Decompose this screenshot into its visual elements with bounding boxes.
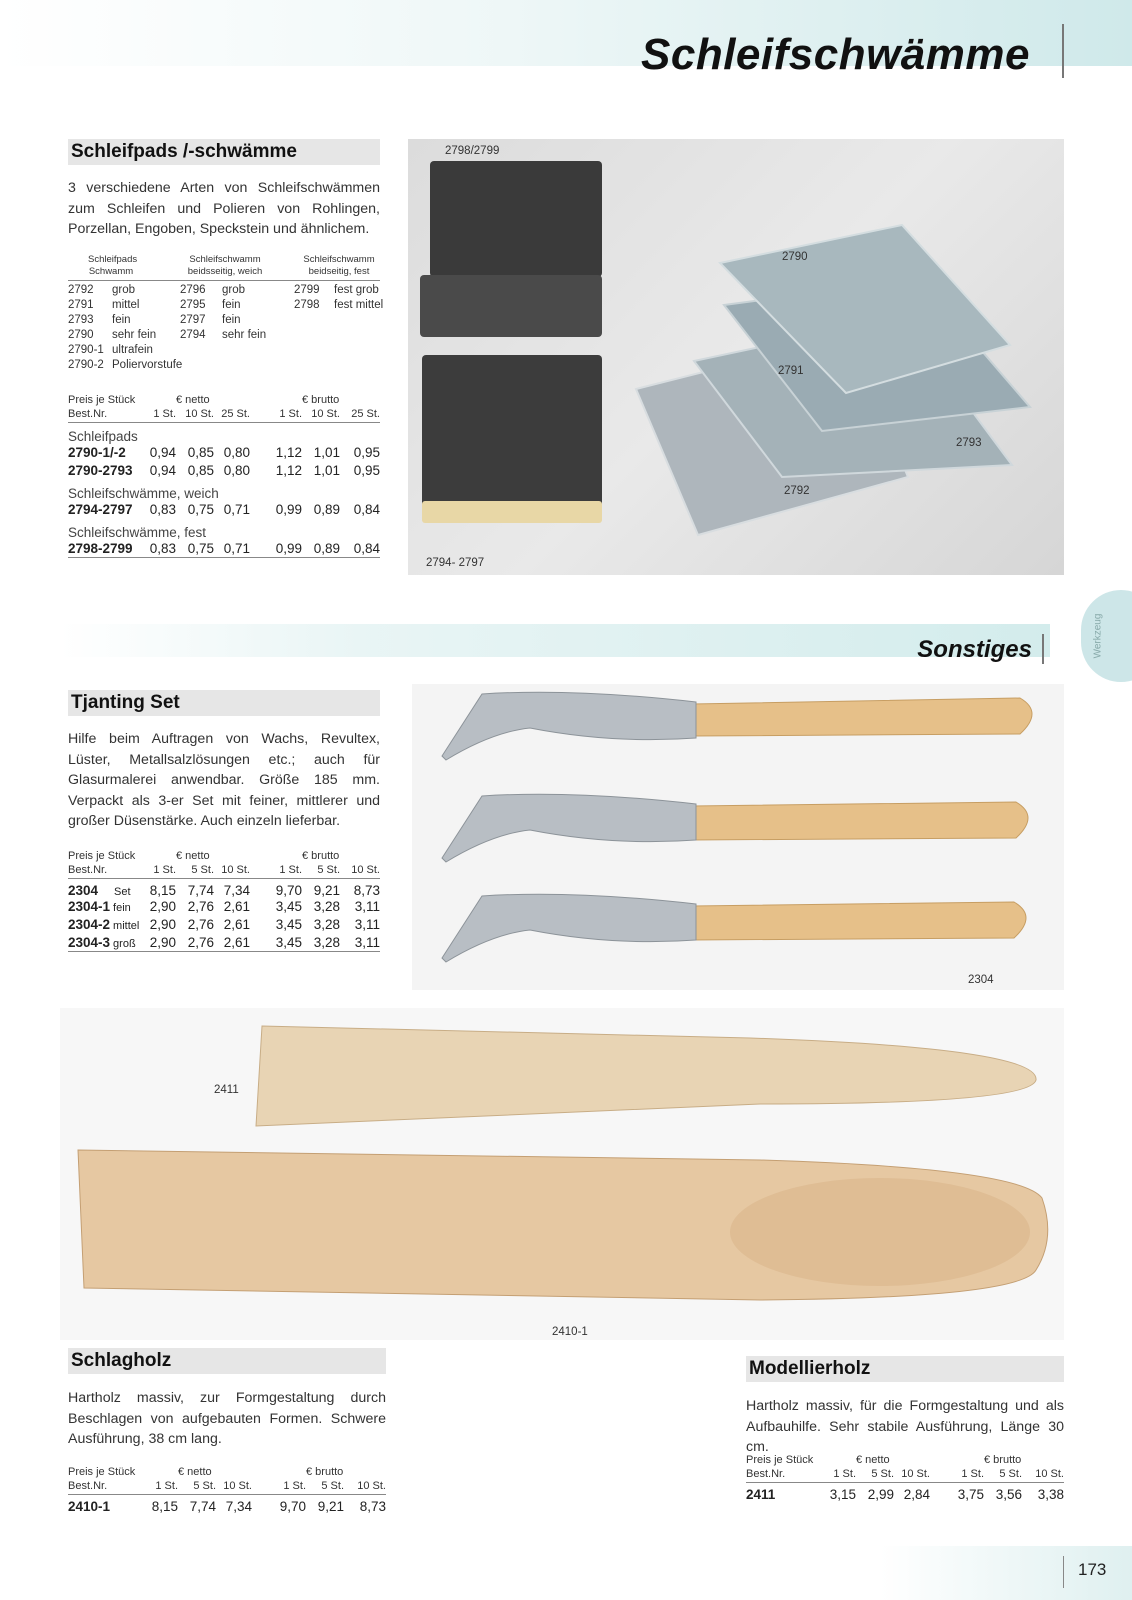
price-cell: 0,85 (187, 445, 214, 460)
schlagholz-price-table (68, 1464, 386, 1514)
bestnr-label: Best.Nr. (746, 1467, 826, 1482)
type-head-2a: Schleifschwamm (189, 254, 261, 265)
tjanting-price-body (68, 878, 380, 952)
type-cell: fein (112, 314, 131, 326)
price-cell: 1,01 (313, 445, 340, 460)
qty-col: 5 St. (984, 1467, 1022, 1482)
modellierholz-shape (256, 1026, 1036, 1126)
type-cell: 2798 (294, 299, 320, 311)
type-cell: sehr fein (222, 329, 267, 341)
type-cell: ultrafein (112, 344, 153, 356)
price-cell: 3,28 (302, 934, 340, 952)
table-row (68, 462, 380, 480)
type-cell: 2794 (180, 329, 206, 341)
qty-col: 10 St. (1022, 1467, 1064, 1482)
price-cell: 0,80 (223, 463, 250, 478)
photo-label: 2790 (782, 251, 808, 263)
subsection-divider (1042, 634, 1044, 664)
qty-col: 1 St. (252, 1479, 306, 1494)
page-number: 173 (1078, 1560, 1107, 1579)
price-cell: 0,95 (353, 463, 380, 478)
type-cell: 2797 (180, 314, 206, 326)
schlagholz-description: Hartholz massiv, zur Formgestaltung durch Beschlagen von aufgebauten Formen. Schwere Ausführung, 38 cm lang. (68, 1390, 386, 1447)
price-cell: 3,28 (313, 917, 340, 932)
price-cell: 0,71 (214, 540, 250, 558)
price-cell: 3,11 (354, 917, 380, 932)
qty-col: 10 St. (302, 407, 340, 422)
qty-col: 1 St. (250, 407, 302, 422)
page-title: Schleifschwämme (641, 30, 1030, 79)
type-cell: fest mittel (334, 299, 384, 311)
price-cell: 1,12 (275, 445, 302, 460)
modellierholz-description: Hartholz massiv, für die Formgestaltung und als Aufbauhilfe. Sehr stabile Ausführung, Länge 30 cm. (746, 1398, 1064, 1455)
table-row (68, 916, 380, 934)
photo-label: 2792 (784, 485, 810, 497)
schlagholz-heading: Schlagholz (68, 1348, 386, 1374)
subsection-band (60, 624, 1050, 657)
price-cell: 7,74 (187, 882, 214, 898)
side-tab-label: Werkzeug (1092, 613, 1104, 659)
price-cell: 2,90 (146, 934, 176, 952)
price-cell: 3,11 (340, 934, 380, 952)
sponge-foam (422, 501, 602, 523)
pads-price-body (68, 422, 380, 558)
qty-col: 1 St. (146, 863, 176, 878)
table-row (68, 540, 380, 558)
type-cell: 2796 (180, 284, 206, 296)
tjanting-tool-3 (442, 894, 1026, 962)
type-cell: grob (112, 284, 136, 296)
price-cell: 2,61 (223, 917, 250, 932)
price-cell: 2,90 (149, 917, 176, 932)
price-cell: 3,56 (995, 1486, 1022, 1502)
bestnr-label: Best.Nr. (68, 863, 146, 878)
qty-col: 1 St. (930, 1467, 984, 1482)
qty-col: 10 St. (344, 1479, 386, 1494)
wood-tools-illustration (60, 1008, 1064, 1340)
type-cell: 2791 (68, 299, 94, 311)
variant-label: groß (113, 937, 136, 950)
product-number: 2798-2799 (68, 540, 146, 558)
product-number: 2304-1 (68, 899, 111, 914)
price-cell: 0,89 (302, 540, 340, 558)
price-cell: 0,99 (275, 502, 302, 517)
price-cell: 0,84 (353, 502, 380, 517)
price-cell: 1,12 (275, 463, 302, 478)
price-cell: 3,45 (275, 917, 302, 932)
type-cell: 2795 (180, 299, 206, 311)
netto-label: € netto (176, 393, 210, 406)
price-cell: 0,89 (313, 502, 340, 517)
type-cell: 2793 (68, 314, 94, 326)
group-name: Schleifschwämme, weich (68, 485, 219, 501)
price-cell: 3,15 (829, 1486, 856, 1502)
type-rule (68, 280, 380, 281)
qty-col: 5 St. (302, 863, 340, 878)
group-row (68, 480, 380, 501)
product-number: 2410-1 (68, 1498, 111, 1514)
type-cell: grob (222, 284, 246, 296)
price-cell: 2,61 (223, 899, 250, 914)
tjanting-tool-1 (442, 692, 1032, 760)
bestnr-label: Best.Nr. (68, 407, 146, 422)
qty-col: 10 St. (176, 407, 214, 422)
photo-label: 2798/2799 (445, 145, 500, 157)
product-cell (68, 898, 146, 916)
qty-col: 25 St. (214, 407, 250, 422)
type-cell: 2790-2 (68, 359, 104, 371)
price-cell: 3,28 (313, 899, 340, 914)
type-cell: fest grob (334, 284, 379, 296)
type-cell: 2790 (68, 329, 94, 341)
product-cell (68, 878, 146, 898)
price-cell: 2,61 (214, 934, 250, 952)
price-cell: 7,34 (223, 882, 250, 898)
sponge-middle (420, 275, 602, 337)
price-cell: 7,74 (189, 1498, 216, 1514)
qty-col: 1 St. (148, 1479, 178, 1494)
pads-photo (408, 139, 1064, 575)
type-cell: 2790-1 (68, 344, 104, 356)
qty-col: 1 St. (250, 863, 302, 878)
product-cell (68, 934, 146, 952)
type-cell: 2799 (294, 284, 320, 296)
netto-label: € netto (856, 1453, 890, 1466)
variant-label: Set (114, 885, 131, 898)
tjanting-tool-2 (442, 794, 1028, 862)
price-cell: 9,21 (317, 1498, 344, 1514)
tjanting-illustration (412, 684, 1064, 990)
price-cell: 0,84 (340, 540, 380, 558)
qty-col: 25 St. (340, 407, 380, 422)
type-cell: fein (222, 299, 241, 311)
type-cell: 2792 (68, 284, 94, 296)
price-cell: 2,76 (187, 917, 214, 932)
schlagholz-hollow (730, 1178, 1030, 1286)
type-head-2b: beidsseitig, weich (187, 266, 263, 277)
page-number-divider (1063, 1556, 1064, 1588)
brutto-label: € brutto (302, 393, 340, 406)
brutto-label: € brutto (306, 1465, 344, 1478)
table-row (68, 1494, 386, 1514)
price-cell: 9,70 (279, 1498, 306, 1514)
price-cell: 9,21 (313, 882, 340, 898)
product-number: 2304 (68, 882, 99, 898)
netto-label: € netto (176, 849, 210, 862)
price-cell: 0,71 (223, 502, 250, 517)
modellierholz-heading: Modellierholz (746, 1356, 1064, 1382)
table-row (68, 878, 380, 898)
product-number: 2304-2 (68, 917, 111, 932)
variant-label: mittel (113, 920, 140, 932)
price-cell: 2,90 (149, 899, 176, 914)
qty-col: 10 St. (216, 1479, 252, 1494)
price-cell: 8,15 (149, 882, 176, 898)
type-head-3a: Schleifschwamm (303, 254, 375, 265)
modellierholz-price-table (746, 1452, 1064, 1502)
price-cell: 0,95 (353, 445, 380, 460)
group-row (68, 422, 380, 444)
price-cell: 0,94 (149, 463, 176, 478)
price-label: Preis je Stück (68, 1465, 136, 1478)
photo-label: 2411 (214, 1084, 239, 1096)
qty-col: 1 St. (826, 1467, 856, 1482)
photo-label: 2410-1 (552, 1326, 588, 1338)
subsection-title: Sonstiges (917, 636, 1032, 663)
product-cell (68, 916, 146, 934)
price-cell: 8,15 (151, 1498, 178, 1514)
variant-label: fein (113, 902, 131, 914)
price-cell: 3,38 (1037, 1486, 1064, 1502)
side-tab[interactable] (1081, 590, 1132, 682)
price-cell: 3,45 (250, 934, 302, 952)
type-cell: fein (222, 314, 241, 326)
photo-label: 2793 (956, 437, 982, 449)
qty-col: 5 St. (178, 1479, 216, 1494)
type-cell: mittel (112, 299, 140, 311)
table-row (68, 444, 380, 462)
price-cell: 0,83 (146, 540, 176, 558)
price-cell: 3,45 (275, 899, 302, 914)
tjanting-price-table (68, 848, 380, 952)
title-divider (1062, 24, 1064, 78)
price-cell: 2,76 (187, 899, 214, 914)
product-number: 2304-3 (68, 934, 111, 950)
product-number: 2411 (746, 1486, 776, 1502)
sponge-bottom (422, 355, 602, 519)
price-cell: 0,83 (149, 502, 176, 517)
table-row (68, 934, 380, 952)
bestnr-label: Best.Nr. (68, 1479, 148, 1494)
photo-label: 2791 (778, 365, 804, 377)
price-cell: 1,01 (313, 463, 340, 478)
type-cell: sehr fein (112, 329, 157, 341)
qty-col: 10 St. (340, 863, 380, 878)
type-cell: Poliervorstufe (112, 359, 183, 371)
tjanting-photo (412, 684, 1064, 990)
pads-description: 3 verschiedene Arten von Schleifschwämmen zum Schleifen und Polieren von Rohlingen, Porzellan, Engoben, Speckstein und ähnlichem. (68, 180, 380, 237)
price-cell: 0,75 (187, 502, 214, 517)
price-cell: 3,11 (354, 899, 380, 914)
price-cell: 9,70 (275, 882, 302, 898)
price-cell: 0,99 (250, 540, 302, 558)
qty-col: 10 St. (214, 863, 250, 878)
brutto-label: € brutto (984, 1453, 1022, 1466)
table-row (746, 1482, 1064, 1502)
product-number: 2790-1/-2 (68, 445, 126, 460)
type-head-1b: Schwamm (88, 266, 134, 277)
price-cell: 8,73 (353, 882, 380, 898)
qty-col: 1 St. (146, 407, 176, 422)
group-name: Schleifpads (68, 428, 138, 444)
price-label: Preis je Stück (68, 393, 136, 406)
pads-heading: Schleifpads /-schwämme (68, 139, 380, 165)
price-cell: 0,75 (176, 540, 214, 558)
netto-label: € netto (178, 1465, 212, 1478)
price-cell: 0,94 (149, 445, 176, 460)
sponge-top (430, 161, 602, 277)
tjanting-description: Hilfe beim Auftragen von Wachs, Revultex, Lüster, Metallsalzlösungen etc.; auch für Glasurmalerei anwendbar. Größe 185 mm. Verpackt als 3-er Set mit feiner, mittlerer und großer Düsenstärke. Auch einzeln lieferbar. (68, 731, 380, 829)
group-name: Schleifschwämme, fest (68, 524, 207, 540)
qty-col: 5 St. (176, 863, 214, 878)
price-label: Preis je Stück (68, 849, 136, 862)
price-cell: 2,76 (176, 934, 214, 952)
qty-col: 10 St. (894, 1467, 930, 1482)
type-head-3b: beidseitig, fest (308, 266, 370, 277)
price-cell: 0,85 (187, 463, 214, 478)
wood-tools-photo (60, 1008, 1064, 1340)
price-cell: 2,84 (903, 1486, 930, 1502)
brutto-label: € brutto (302, 849, 340, 862)
group-row (68, 519, 380, 540)
qty-col: 5 St. (306, 1479, 344, 1494)
price-cell: 8,73 (359, 1498, 386, 1514)
price-cell: 7,34 (225, 1498, 252, 1514)
tjanting-heading: Tjanting Set (68, 690, 380, 716)
table-row (68, 501, 380, 519)
price-cell: 2,99 (867, 1486, 894, 1502)
product-number: 2790-2793 (68, 463, 133, 478)
price-cell: 0,80 (223, 445, 250, 460)
product-number: 2794-2797 (68, 502, 133, 517)
photo-label: 2794- 2797 (426, 557, 485, 569)
photo-label: 2304 (968, 974, 994, 986)
pads-illustration (408, 139, 1064, 575)
pads-price-table (68, 392, 380, 558)
type-head-1a: Schleifpads (88, 254, 138, 265)
price-label: Preis je Stück (746, 1453, 814, 1466)
qty-col: 5 St. (856, 1467, 894, 1482)
table-row (68, 898, 380, 916)
price-cell: 3,75 (957, 1486, 984, 1502)
